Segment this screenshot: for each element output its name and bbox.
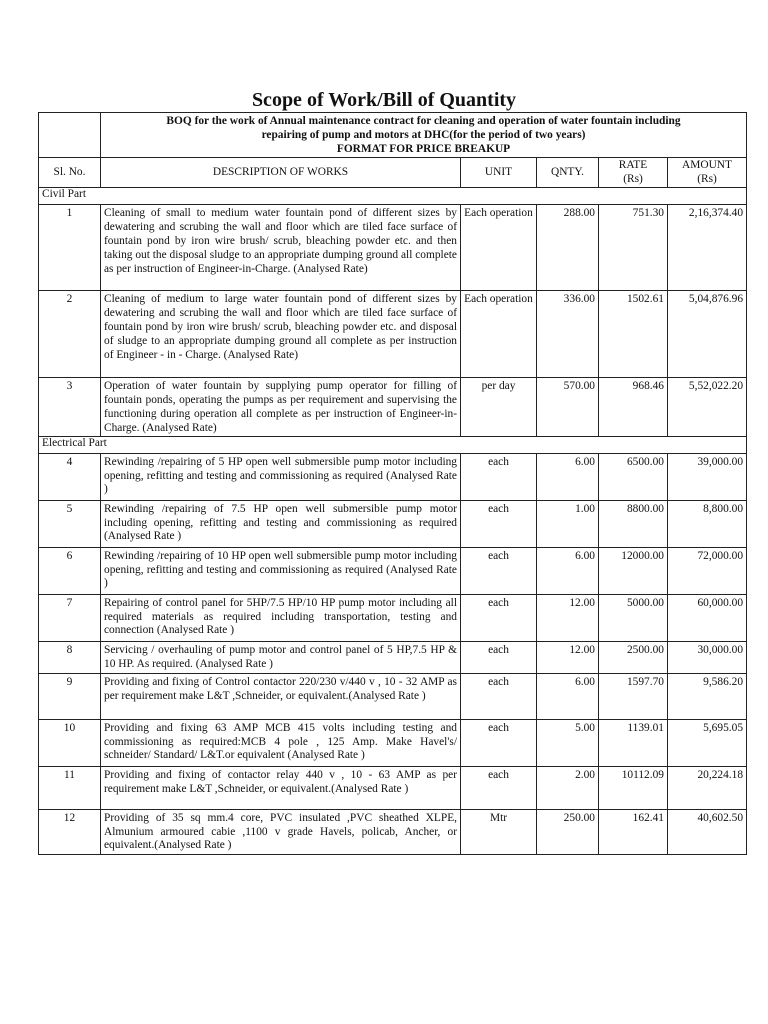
col-header-amount-unit: (Rs) <box>697 172 717 185</box>
header-blank-cell <box>39 113 101 158</box>
row-unit: each <box>461 594 537 641</box>
row-sl-no: 1 <box>39 205 101 291</box>
col-header-unit: UNIT <box>461 158 537 188</box>
row-quantity: 6.00 <box>537 673 599 719</box>
boq-table <box>38 112 747 855</box>
table-row <box>39 809 747 854</box>
boq-header <box>101 113 747 158</box>
row-rate: 1139.01 <box>599 719 668 766</box>
row-quantity: 336.00 <box>537 291 599 378</box>
row-amount: 30,000.00 <box>668 641 747 673</box>
row-unit: each <box>461 500 537 547</box>
row-amount: 60,000.00 <box>668 594 747 641</box>
table-row <box>39 673 747 719</box>
row-amount: 72,000.00 <box>668 547 747 594</box>
row-description: Rewinding /repairing of 5 HP open well submersible pump motor including opening, refitting and testing and commissioning as required (Analysed Rate ) <box>101 453 461 500</box>
row-quantity: 6.00 <box>537 453 599 500</box>
row-unit: each <box>461 766 537 809</box>
row-rate: 162.41 <box>599 809 668 854</box>
row-sl-no: 11 <box>39 766 101 809</box>
row-unit: Each operation <box>461 205 537 291</box>
table-row <box>39 453 747 500</box>
col-header-amount <box>668 158 747 188</box>
table-row <box>39 291 747 378</box>
row-quantity: 1.00 <box>537 500 599 547</box>
table-row <box>39 205 747 291</box>
row-description: Cleaning of small to medium water fountain pond of different sizes by dewatering and scrubing the wall and floor which are tiled face surface of fountain pond by iron wire brush/ scrub, bleaching powder etc. and then taking out the disposal sludge to an appropriate dumping ground all complete as per instruction of Engineer-in-Charge. (Analysed Rate) <box>101 205 461 291</box>
row-quantity: 12.00 <box>537 641 599 673</box>
row-sl-no: 12 <box>39 809 101 854</box>
row-sl-no: 2 <box>39 291 101 378</box>
row-unit: each <box>461 641 537 673</box>
row-description: Operation of water fountain by supplying pump operator for filling of fountain ponds, operating the pumps as per requirement and supervising the functioning during operation all complete as per instruction of Engineer-in-Charge. (Analysed Rate) <box>101 378 461 437</box>
col-header-description: DESCRIPTION OF WORKS <box>101 158 461 188</box>
col-header-rate <box>599 158 668 188</box>
row-rate: 751.30 <box>599 205 668 291</box>
col-header-amount-label: AMOUNT <box>682 158 732 171</box>
page-title: Scope of Work/Bill of Quantity <box>251 89 517 111</box>
row-sl-no: 5 <box>39 500 101 547</box>
table-row <box>39 766 747 809</box>
table-row <box>39 500 747 547</box>
row-quantity: 12.00 <box>537 594 599 641</box>
row-description: Rewinding /repairing of 7.5 HP open well submersible pump motor including opening, refitting and testing and commissioning as required (Analysed Rate ) <box>101 500 461 547</box>
row-rate: 968.46 <box>599 378 668 437</box>
boq-header-line1: BOQ for the work of Annual maintenance contract for cleaning and operation of water fountain including <box>166 115 681 127</box>
row-amount: 20,224.18 <box>668 766 747 809</box>
row-rate: 8800.00 <box>599 500 668 547</box>
table-row <box>39 594 747 641</box>
boq-header-line3: FORMAT FOR PRICE BREAKUP <box>336 143 511 155</box>
row-amount: 40,602.50 <box>668 809 747 854</box>
row-amount: 9,586.20 <box>668 673 747 719</box>
row-quantity: 570.00 <box>537 378 599 437</box>
row-rate: 1502.61 <box>599 291 668 378</box>
row-unit: each <box>461 673 537 719</box>
row-description: Providing and fixing 63 AMP MCB 415 volts including testing and commissioning as required:MCB 4 pole , 125 Amp. Make Havel's/ schneider/ Standard/ L&T.or equivalent (Analysed Rate ) <box>101 719 461 766</box>
row-quantity: 288.00 <box>537 205 599 291</box>
row-quantity: 250.00 <box>537 809 599 854</box>
row-rate: 10112.09 <box>599 766 668 809</box>
row-description: Rewinding /repairing of 10 HP open well submersible pump motor including opening, refitting and testing and commissioning as required (Analysed Rate ) <box>101 547 461 594</box>
row-quantity: 5.00 <box>537 719 599 766</box>
row-rate: 12000.00 <box>599 547 668 594</box>
row-rate: 5000.00 <box>599 594 668 641</box>
row-description: Providing and fixing of contactor relay 440 v , 10 - 63 AMP as per requirement make L&T ,Schneider, or equivalent.(Analysed Rate ) <box>101 766 461 809</box>
col-header-rate-label: RATE <box>618 158 648 171</box>
row-description: Providing of 35 sq mm.4 core, PVC insulated ,PVC sheathed XLPE, Almunium armoured cabie ,1100 v grade Havels, policab, Ancher, or equivalent.(Analysed Rate ) <box>101 809 461 854</box>
row-description: Cleaning of medium to large water fountain pond of different sizes by dewatering and scrubing the wall and floor which are tiled face surface of fountain pond by iron wire brush/ scrub, bleaching powder etc. and disposal of sludge to an appropriate dumping ground all complete as per instruction of Engineer - in - Charge. (Analysed Rate) <box>101 291 461 378</box>
section-label: Civil Part <box>39 188 747 205</box>
col-header-slno: Sl. No. <box>39 158 101 188</box>
row-description: Providing and fixing of Control contactor 220/230 v/440 v , 10 - 32 AMP as per requirement make L&T ,Schneider, or equivalent.(Analysed Rate ) <box>101 673 461 719</box>
row-unit: each <box>461 453 537 500</box>
row-unit: per day <box>461 378 537 437</box>
section-label: Electrical Part <box>39 436 747 453</box>
row-sl-no: 4 <box>39 453 101 500</box>
row-unit: Mtr <box>461 809 537 854</box>
table-row <box>39 719 747 766</box>
table-row <box>39 641 747 673</box>
row-amount: 5,04,876.96 <box>668 291 747 378</box>
row-amount: 8,800.00 <box>668 500 747 547</box>
row-unit: each <box>461 719 537 766</box>
row-sl-no: 8 <box>39 641 101 673</box>
table-row <box>39 547 747 594</box>
row-description: Servicing / overhauling of pump motor and control panel of 5 HP,7.5 HP & 10 HP. As required. (Analysed Rate ) <box>101 641 461 673</box>
row-rate: 1597.70 <box>599 673 668 719</box>
col-header-qty: QNTY. <box>537 158 599 188</box>
row-amount: 2,16,374.40 <box>668 205 747 291</box>
row-sl-no: 6 <box>39 547 101 594</box>
row-quantity: 6.00 <box>537 547 599 594</box>
row-unit: Each operation <box>461 291 537 378</box>
boq-header-line2: repairing of pump and motors at DHC(for the period of two years) <box>261 129 586 141</box>
row-sl-no: 3 <box>39 378 101 437</box>
row-sl-no: 7 <box>39 594 101 641</box>
row-rate: 2500.00 <box>599 641 668 673</box>
row-sl-no: 10 <box>39 719 101 766</box>
row-description: Repairing of control panel for 5HP/7.5 HP/10 HP pump motor including all required materials as required including transportation, testing and connection (Analysed Rate ) <box>101 594 461 641</box>
row-sl-no: 9 <box>39 673 101 719</box>
boq-body <box>39 188 747 855</box>
table-row <box>39 378 747 437</box>
row-amount: 39,000.00 <box>668 453 747 500</box>
row-amount: 5,695.05 <box>668 719 747 766</box>
row-quantity: 2.00 <box>537 766 599 809</box>
row-amount: 5,52,022.20 <box>668 378 747 437</box>
row-rate: 6500.00 <box>599 453 668 500</box>
row-unit: each <box>461 547 537 594</box>
col-header-rate-unit: (Rs) <box>623 172 643 185</box>
